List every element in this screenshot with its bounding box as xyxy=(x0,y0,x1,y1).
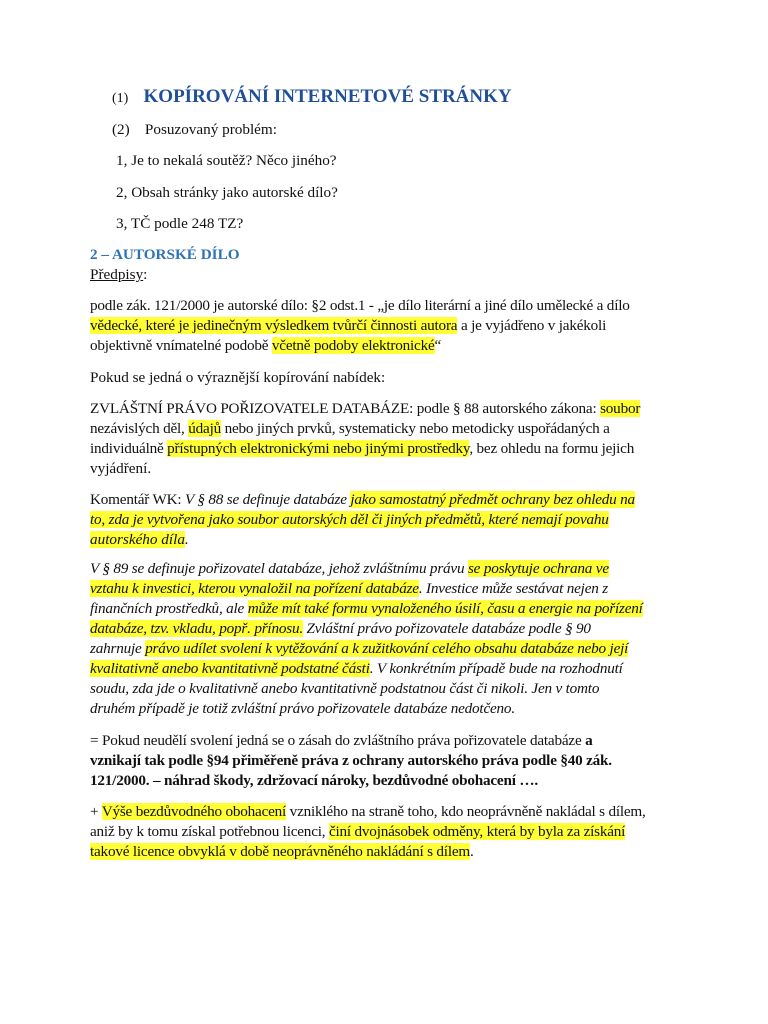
para3-line3: individuálně přístupných elektronickými nebo jinými prostředky, bez ohledu na formu jejich xyxy=(90,440,635,457)
para5-line4: databáze, tzv. vkladu, popř. přínosu. Zvláštní právo pořizovatele databáze podle § 90 xyxy=(90,620,591,637)
para5-line3: finančních prostředků, ale může mít také formu vynaloženého úsilí, času a energie na pořízení xyxy=(90,600,643,617)
para5-line2: vztahu k investici, kterou vynaložil na pořízení databáze. Investice může sestávat nejen z xyxy=(90,580,608,597)
question-1: 1, Je to nekalá soutěž? Něco jiného? xyxy=(116,152,337,169)
para4-line1: Komentář WK: V § 88 se definuje databáze jako samostatný předmět ochrany bez ohledu na xyxy=(90,491,635,508)
para7-line3: takové licence obvyklá v době neoprávněného nakládání s dílem. xyxy=(90,843,474,860)
item1-line xyxy=(112,87,512,109)
item2-line xyxy=(112,120,277,140)
para5-line1: V § 89 se definuje pořizovatel databáze, jehož zvláštnímu právu se poskytuje ochrana ve xyxy=(90,560,609,577)
para3-line4: vyjádření. xyxy=(90,460,152,477)
para3-line1: ZVLÁŠTNÍ PRÁVO POŘIZOVATELE DATABÁZE: podle § 88 autorského zákona: soubor xyxy=(90,400,641,417)
question-3: 3, TČ podle 248 TZ? xyxy=(116,215,244,232)
para3-line2: nezávislých děl, údajů nebo jiných prvků, systematicky nebo metodicky uspořádaných a xyxy=(90,420,610,437)
para5-line7: soudu, zda jde o kvalitativně anebo kvantitativně podstatnou část či nikoli. Jen v tomto xyxy=(90,680,600,697)
item2-text: Posuzovaný problém: xyxy=(144,121,277,138)
section-heading: 2 – AUTORSKÉ DÍLO xyxy=(90,246,240,263)
para6-line3: 121/2000. – náhrad škody, zdržovací nároky, bezdůvodné obohacení …. xyxy=(90,772,538,789)
item1-number: (1) xyxy=(112,91,129,106)
para6-line2: vznikají tak podle §94 přiměřeně práva z ochrany autorského práva podle §40 zák. xyxy=(90,752,612,769)
page-title: KOPÍROVÁNÍ INTERNETOVÉ STRÁNKY xyxy=(143,86,512,107)
para1-line1: podle zák. 121/2000 je autorské dílo: §2 odst.1 - „je dílo literární a jiné dílo umělecké a dílo xyxy=(90,297,630,314)
para2: Pokud se jedná o výraznější kopírování nabídek: xyxy=(90,369,386,386)
predpisy-label: Předpisy xyxy=(90,266,144,283)
para4-line3: autorského díla. xyxy=(90,531,189,548)
para4-line2: to, zda je vytvořena jako soubor autorských děl či jiných předmětů, které nemají povahu xyxy=(90,511,609,528)
para7-line1: + Výše bezdůvodného obohacení vzniklého na straně toho, kdo neoprávněně nakládal s dílem, xyxy=(90,803,646,820)
para6-line1: = Pokud neudělí svolení jedná se o zásah do zvláštního práva pořizovatele databáze a xyxy=(90,732,593,749)
predpisy-line: Předpisy: xyxy=(90,266,148,283)
para5-line8: druhém případě je totiž zvláštní právo pořizovatele databáze nedotčeno. xyxy=(90,700,515,717)
item2-number: (2) xyxy=(112,121,130,138)
question-2: 2, Obsah stránky jako autorské dílo? xyxy=(116,184,338,201)
para1-line3: objektivně vnímatelné podobě včetně podoby elektronické“ xyxy=(90,337,442,354)
para5-line6: kvalitativně anebo kvantitativně podstatné části. V konkrétním případě bude na rozhodnutí xyxy=(90,660,623,677)
para1-line2: vědecké, které je jedinečným výsledkem tvůrčí činnosti autora a je vyjádřeno v jakékoli xyxy=(90,317,607,334)
para7-line2: aniž by k tomu získal potřebnou licenci, činí dvojnásobek odměny, která by byla za získání xyxy=(90,823,626,840)
para5-line5: zahrnuje právo udílet svolení k vytěžování a k zužitkování celého obsahu databáze nebo její xyxy=(90,640,629,657)
